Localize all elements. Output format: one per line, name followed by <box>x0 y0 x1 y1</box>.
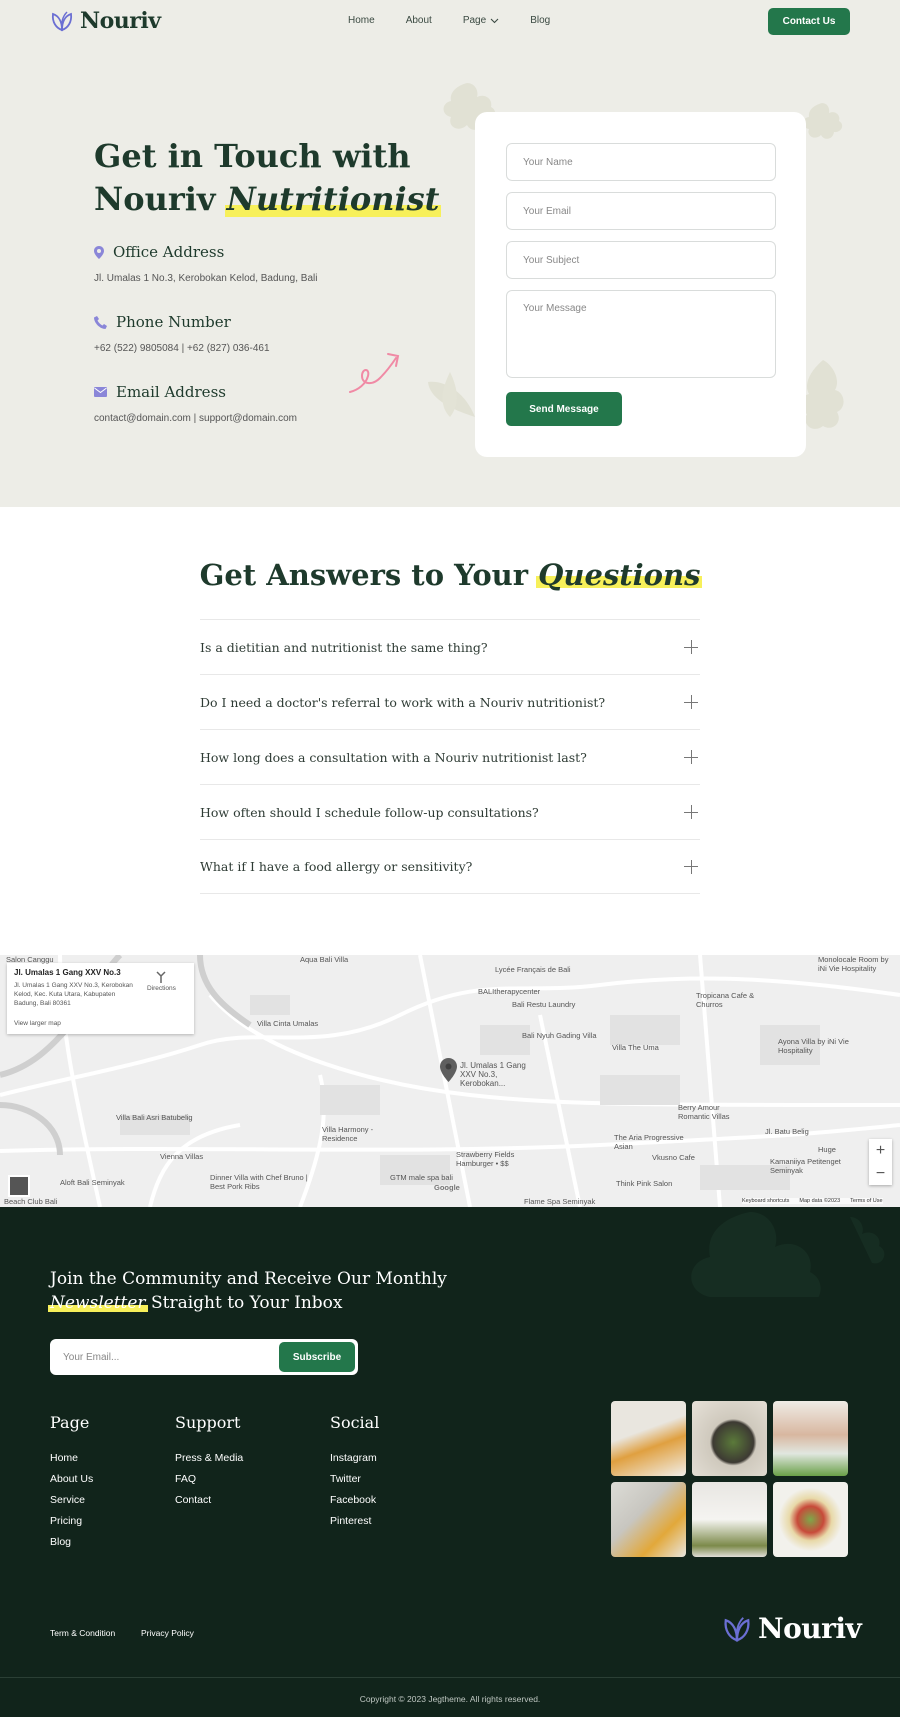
plus-icon[interactable] <box>684 750 698 764</box>
zoom-in-button[interactable]: + <box>875 1142 886 1159</box>
footer-column-title: Social <box>330 1413 380 1432</box>
gallery-image[interactable] <box>692 1401 767 1476</box>
nav-home[interactable]: Home <box>348 15 375 26</box>
faq-accordion <box>200 619 700 894</box>
chevron-down-icon <box>490 18 499 24</box>
nav-links <box>348 15 550 26</box>
map-attribution <box>742 1198 883 1204</box>
contact-form <box>475 112 806 457</box>
map-label: BALItherapycenter <box>478 987 541 996</box>
subscribe-button[interactable]: Subscribe <box>279 1342 355 1372</box>
phone-number-label: Phone Number <box>116 313 231 331</box>
hero-title-highlight: Nutritionist <box>227 178 440 221</box>
nav-page-label: Page <box>462 15 487 26</box>
footer-divider <box>0 1677 900 1678</box>
nav-blog[interactable]: Blog <box>530 15 551 26</box>
logo-text: Nouriv <box>80 8 161 34</box>
map-label: Beach Club Bali <box>4 1197 58 1206</box>
newsletter-title-rest: Straight to Your Inbox <box>150 1293 343 1313</box>
faq-item[interactable] <box>200 619 700 674</box>
footer-link[interactable]: Blog <box>50 1536 72 1548</box>
leaf-logo-icon <box>50 10 74 32</box>
map-label: Kamaniiya Petitenget Seminyak <box>770 1157 841 1175</box>
footer-column-title: Support <box>175 1413 241 1432</box>
view-larger-map-link[interactable]: View larger map <box>14 1020 61 1027</box>
map-label: GTM male spa bali <box>390 1173 453 1182</box>
map-label: Monolocale Room by iNi Vie Hospitality <box>818 955 889 973</box>
footer-link[interactable]: Press & Media <box>175 1452 244 1464</box>
map-label: Villa Cinta Umalas <box>257 1019 319 1028</box>
map-label: Strawberry Fields Hamburger • $$ <box>456 1150 515 1168</box>
map-label: The Aria Progressive Asian <box>614 1133 684 1151</box>
newsletter-email-input[interactable]: Your Email... <box>63 1351 120 1363</box>
plus-icon[interactable] <box>684 860 698 874</box>
map-label: Aqua Bali Villa <box>300 955 349 964</box>
contact-hero <box>0 0 900 507</box>
faq-question: Do I need a doctor's referral to work with a Nouriv nutritionist? <box>200 694 606 710</box>
map-label: Think Pink Salon <box>616 1179 673 1188</box>
faq-title-highlight: Questions <box>538 558 701 592</box>
map-label: Flame Spa Seminyak <box>524 1197 596 1206</box>
email-address-value: contact@domain.com | support@domain.com <box>94 413 297 424</box>
map-satellite-toggle[interactable] <box>8 1175 30 1197</box>
leaf-decoration-icon <box>420 362 480 422</box>
map-label: Vkusno Cafe <box>652 1153 695 1162</box>
gallery-image[interactable] <box>773 1482 848 1557</box>
map-data-text: Map data ©2023 <box>799 1198 841 1204</box>
footer-column-social <box>330 1413 379 1536</box>
name-input[interactable]: Your Name <box>506 143 776 181</box>
gallery-image[interactable] <box>773 1401 848 1476</box>
map-card-title: Jl. Umalas 1 Gang XXV No.3 <box>14 968 121 977</box>
map-zoom-controls <box>869 1139 892 1185</box>
leaf-decoration-icon <box>690 1207 890 1297</box>
footer-logo[interactable] <box>722 1612 861 1645</box>
faq-question: Is a dietitian and nutritionist the same thing? <box>200 639 488 655</box>
map-label: Aloft Bali Seminyak <box>60 1178 125 1187</box>
footer-link[interactable]: Facebook <box>330 1494 377 1506</box>
email-input[interactable]: Your Email <box>506 192 776 230</box>
footer-column-page <box>50 1413 93 1557</box>
gallery-image[interactable] <box>611 1482 686 1557</box>
faq-item[interactable] <box>200 674 700 729</box>
hero-title <box>94 135 439 221</box>
newsletter-title <box>50 1267 447 1315</box>
hero-title-line2: Nouriv <box>94 180 216 218</box>
map-label: Huge <box>818 1145 836 1154</box>
site-footer <box>0 1207 900 1717</box>
send-message-button[interactable]: Send Message <box>506 392 622 426</box>
nav-about[interactable]: About <box>405 15 432 26</box>
footer-logo-text: Nouriv <box>758 1612 862 1645</box>
squiggle-arrow-icon <box>348 350 404 400</box>
map-pin-icon <box>94 246 104 259</box>
plus-icon[interactable] <box>684 695 698 709</box>
mail-icon <box>94 387 107 397</box>
privacy-link[interactable]: Privacy Policy <box>141 1628 194 1638</box>
directions-icon <box>155 971 167 983</box>
newsletter-form <box>50 1339 358 1375</box>
footer-link[interactable]: Service <box>50 1494 86 1506</box>
top-navigation <box>0 0 900 44</box>
phone-number-block <box>94 313 270 354</box>
map-pin-icon <box>440 1058 457 1082</box>
footer-link[interactable]: Pinterest <box>330 1515 372 1527</box>
phone-number-value: +62 (522) 9805084 | +62 (827) 036-461 <box>94 343 270 354</box>
office-address-label: Office Address <box>113 243 225 261</box>
terms-link[interactable]: Term & Condition <box>50 1628 116 1638</box>
google-logo: Google <box>434 1183 460 1192</box>
newsletter-title-line1: Join the Community and Receive Our Monthly <box>50 1269 447 1289</box>
message-textarea[interactable]: Your Message <box>506 290 776 378</box>
map-directions[interactable] <box>147 971 176 992</box>
subject-input[interactable]: Your Subject <box>506 241 776 279</box>
map-label: Ayona Villa by iNi Vie Hospitality <box>778 1037 849 1055</box>
map-label: Jl. Batu Belig <box>765 1127 809 1136</box>
map-label: Villa Bali Asri Batubelig <box>116 1113 193 1122</box>
office-address-value: Jl. Umalas 1 No.3, Kerobokan Kelod, Badung, Bali <box>94 273 318 284</box>
map-label: Bali Nyuh Gading Villa <box>522 1031 597 1040</box>
map-card-address: Jl. Umalas 1 Gang XXV No.3, Kerobokan Kelod, Kec. Kuta Utara, Kabupaten Badung, Bali 80361 <box>14 982 133 1007</box>
map-label: Lycée Français de Bali <box>495 965 571 974</box>
faq-title <box>0 558 900 592</box>
email-address-label: Email Address <box>116 383 226 401</box>
faq-question: How often should I schedule follow-up consultations? <box>200 804 539 820</box>
footer-link[interactable]: Contact <box>175 1494 212 1506</box>
faq-item[interactable] <box>200 729 700 784</box>
map-label: Dinner Villa with Chef Bruno | Best Pork Ribs <box>210 1173 308 1191</box>
map-label: Berry Amour Romantic Villas <box>678 1103 730 1121</box>
newsletter-title-highlight: Newsletter <box>50 1293 146 1313</box>
office-address-block <box>94 243 317 284</box>
map-pin-label: Jl. Umalas 1 Gang XXV No.3, Kerobokan... <box>460 1061 526 1088</box>
map-label: Bali Restu Laundry <box>512 1000 576 1009</box>
footer-link[interactable]: Twitter <box>330 1473 361 1485</box>
faq-item[interactable] <box>200 839 700 894</box>
phone-icon <box>94 316 107 329</box>
plus-icon[interactable] <box>684 640 698 654</box>
keyboard-shortcuts-link[interactable]: Keyboard shortcuts <box>742 1198 790 1204</box>
map-label: Villa The Uma <box>612 1043 659 1052</box>
instagram-gallery <box>611 1401 847 1557</box>
copyright-text: Copyright © 2023 Jegtheme. All rights reserved. <box>359 1694 541 1704</box>
faq-item[interactable] <box>200 784 700 839</box>
faq-title-plain: Get Answers to Your <box>199 558 529 592</box>
gallery-image[interactable] <box>692 1482 767 1557</box>
footer-link[interactable]: Home <box>50 1452 79 1464</box>
gallery-image[interactable] <box>611 1401 686 1476</box>
nav-page[interactable] <box>463 15 499 26</box>
map-info-card <box>7 963 194 1034</box>
contact-us-button[interactable]: Contact Us <box>768 8 850 35</box>
footer-column-support <box>175 1413 243 1515</box>
terms-of-use-link[interactable]: Terms of Use <box>850 1198 883 1204</box>
faq-question: What if I have a food allergy or sensitivity? <box>200 859 473 874</box>
zoom-out-button[interactable]: − <box>875 1165 886 1182</box>
footer-link[interactable]: About Us <box>50 1473 94 1485</box>
map-label: Salon Canggu <box>6 955 54 964</box>
footer-link[interactable]: Pricing <box>50 1515 83 1527</box>
map-label: Villa Harmony - Residence <box>322 1125 374 1143</box>
email-address-block <box>94 383 297 424</box>
leaf-logo-icon <box>722 1615 752 1643</box>
footer-link[interactable]: Instagram <box>330 1452 377 1464</box>
plus-icon[interactable] <box>684 805 698 819</box>
site-logo[interactable] <box>50 8 161 34</box>
faq-question: How long does a consultation with a Nouriv nutritionist last? <box>200 749 587 765</box>
directions-label: Directions <box>147 985 176 992</box>
footer-column-title: Page <box>50 1413 90 1432</box>
map-label: Tropicana Cafe & Churros <box>696 991 755 1009</box>
location-map[interactable] <box>0 955 900 1207</box>
footer-link[interactable]: FAQ <box>175 1473 197 1485</box>
leaf-decoration-icon <box>800 100 845 145</box>
map-label: Vienna Villas <box>160 1152 204 1161</box>
hero-title-line1: Get in Touch with <box>94 137 411 175</box>
